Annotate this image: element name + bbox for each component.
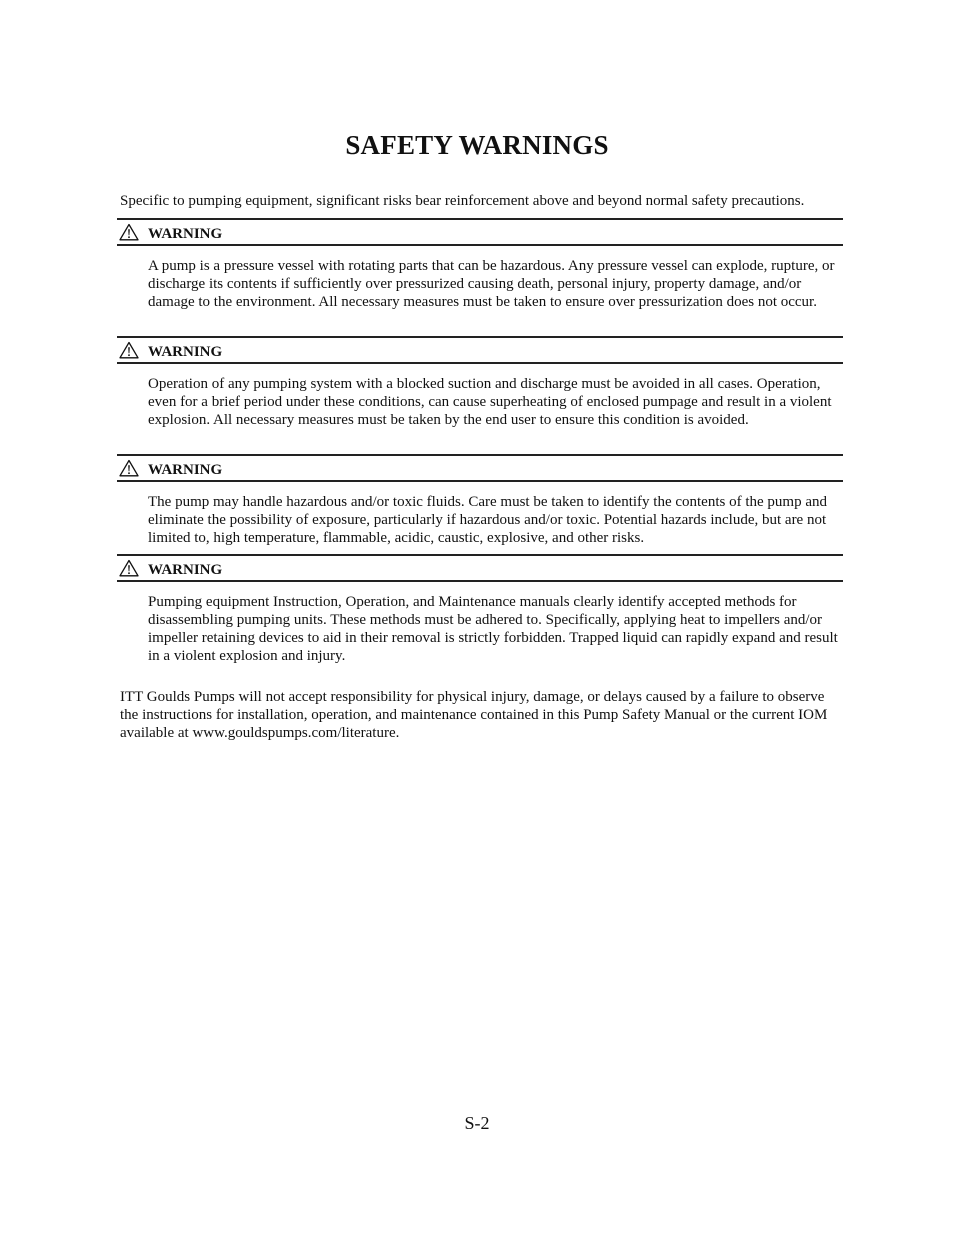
warning-label: WARNING — [148, 562, 223, 578]
warning-triangle-icon — [119, 459, 139, 477]
warning-triangle-icon — [119, 341, 139, 359]
warning-label: WARNING — [148, 344, 223, 360]
warning-label: WARNING — [148, 226, 223, 242]
warning-header — [117, 554, 843, 582]
warning-text: Pumping equipment Instruction, Operation, and Maintenance manuals clearly identify accepted methods for disassembling pumping units. These methods must be adhered to. Specifically, applying heat to impellers and/or impeller retaining devices to aid in their removal is strictly forbidden. Trapped liquid can rapidly expand and result in a violent explosion and injury. — [148, 594, 838, 664]
warning-section — [117, 336, 843, 429]
warning-header — [117, 218, 843, 246]
warning-section — [117, 454, 843, 547]
closing-statement: ITT Goulds Pumps will not accept responsibility for physical injury, damage, or delays caused by a failure to observe the instructions for installation, operation, and maintenance contained in this Pump Safety Manual or the current IOM available at www.gouldspumps.com/literature. — [120, 689, 828, 741]
page-title: SAFETY WARNINGS — [345, 130, 609, 160]
warning-section — [117, 554, 843, 665]
warning-text: A pump is a pressure vessel with rotating parts that can be hazardous. Any pressure vessel can explode, rupture, or discharge its contents if sufficiently over pressurized causing death, personal injury, property damage, and/or damage to the environment. All necessary measures must be taken to ensure over pressurization does not occur. — [148, 258, 835, 310]
warning-label: WARNING — [148, 462, 223, 478]
page-number: S-2 — [464, 1113, 490, 1133]
warning-triangle-icon — [119, 223, 139, 241]
warning-triangle-icon — [119, 559, 139, 577]
warning-text: Operation of any pumping system with a blocked suction and discharge must be avoided in all cases. Operation, even for a brief period under these conditions, can cause superheating of enclosed pumpage and result in a violent explosion. All necessary measures must be taken by the end user to ensure this condition is avoided. — [148, 376, 832, 428]
warning-section — [117, 218, 843, 311]
warning-header — [117, 454, 843, 482]
warning-header — [117, 336, 843, 364]
intro-text: Specific to pumping equipment, significant risks bear reinforcement above and beyond normal safety precautions. — [120, 193, 805, 209]
warning-text: The pump may handle hazardous and/or toxic fluids. Care must be taken to identify the contents of the pump and eliminate the possibility of exposure, particularly if hazardous and/or toxic. Potential hazards include, but are not limited to, high temperature, flammable, acidic, caustic, explosive, and other risks. — [148, 494, 827, 546]
